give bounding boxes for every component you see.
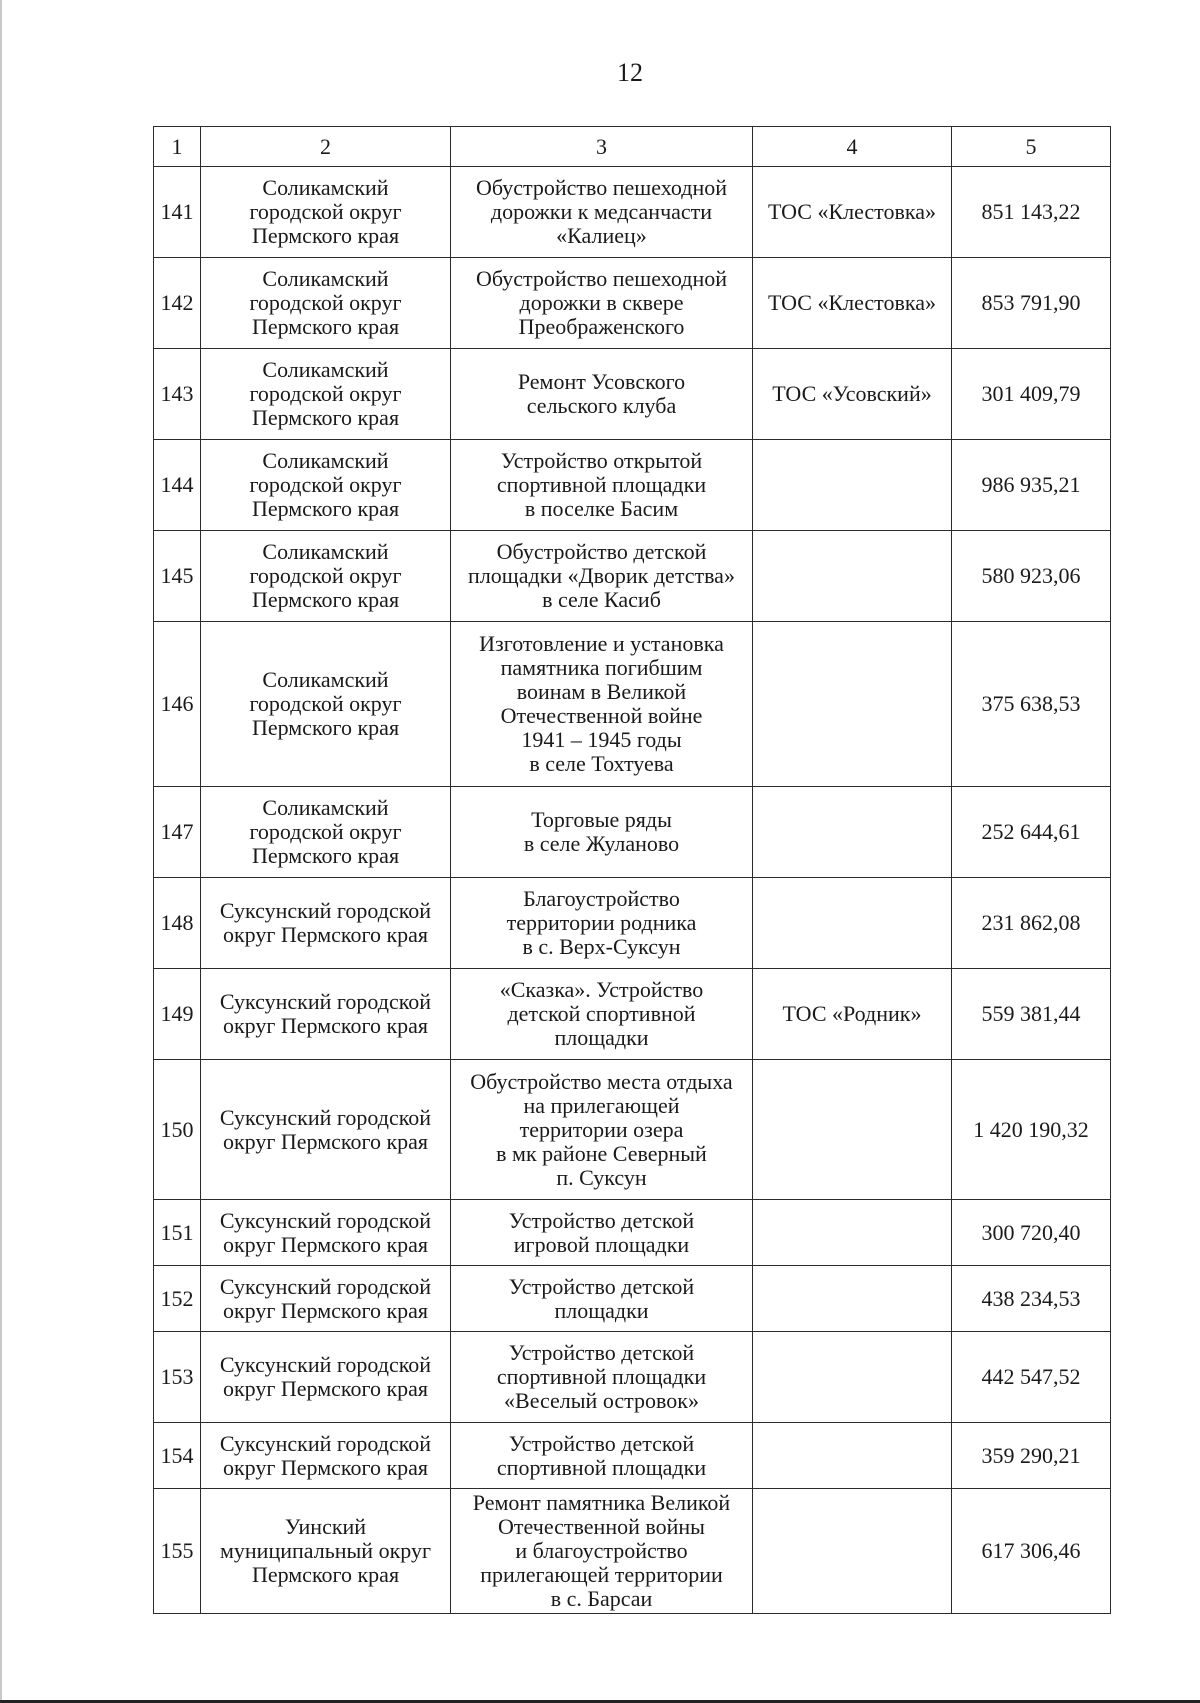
- row-number-text: 145: [160, 563, 194, 588]
- table-row: [154, 258, 1111, 349]
- municipality-cell: [201, 1200, 451, 1266]
- municipality-cell-text: Соликамский городской округ Пермского края: [249, 667, 402, 740]
- amount-cell-text: 617 306,46: [981, 1538, 1081, 1563]
- scan-edge-left: [0, 0, 2, 1703]
- amount-cell-text: 442 547,52: [981, 1364, 1081, 1389]
- amount-cell: [952, 1200, 1111, 1266]
- amount-cell-text: 986 935,21: [981, 472, 1081, 497]
- tos-cell: [753, 258, 952, 349]
- project-cell-text: «Сказка». Устройство детской спортивной площадки: [499, 977, 704, 1050]
- project-cell: [451, 878, 753, 969]
- amount-cell-text: 359 290,21: [981, 1442, 1081, 1468]
- row-number-text: 147: [160, 819, 194, 844]
- row-number: [154, 1200, 201, 1266]
- municipality-cell-text: Суксунский городской округ Пермского края: [219, 1273, 432, 1323]
- tos-cell: [753, 1200, 952, 1266]
- row-number: [154, 440, 201, 531]
- amount-cell: [952, 1423, 1111, 1489]
- table-row: [154, 1489, 1111, 1614]
- project-cell: [451, 787, 753, 878]
- municipality-cell: [201, 1266, 451, 1332]
- tos-cell: [753, 622, 952, 787]
- header-col-tos: 4: [753, 127, 952, 167]
- tos-cell: [753, 531, 952, 622]
- row-number: [154, 1332, 201, 1423]
- row-number-text: 155: [160, 1538, 194, 1563]
- amount-cell: [952, 878, 1111, 969]
- project-cell: [451, 1200, 753, 1266]
- amount-cell-text: 853 791,90: [981, 290, 1081, 315]
- tos-cell: [753, 1060, 952, 1200]
- municipality-cell-text: Суксунский городской округ Пермского края: [219, 1430, 432, 1480]
- amount-cell: [952, 258, 1111, 349]
- tos-cell: [753, 349, 952, 440]
- amount-cell: [952, 969, 1111, 1060]
- tos-cell: [753, 878, 952, 969]
- row-number-text: 146: [160, 691, 194, 716]
- row-number: [154, 622, 201, 787]
- row-number: [154, 1423, 201, 1489]
- project-cell-text: Обустройство места отдыха на прилегающей территории озера в мк районе Северный п. Суксун: [470, 1068, 733, 1190]
- table-row: [154, 1060, 1111, 1200]
- municipality-cell: [201, 167, 451, 258]
- municipality-cell: [201, 258, 451, 349]
- project-cell: [451, 167, 753, 258]
- amount-cell-text: 252 644,61: [981, 819, 1081, 844]
- municipality-cell: [201, 1423, 451, 1489]
- projects-table: [153, 126, 1111, 1614]
- amount-cell: [952, 167, 1111, 258]
- amount-cell: [952, 1489, 1111, 1614]
- municipality-cell: [201, 1060, 451, 1200]
- project-cell: [451, 258, 753, 349]
- table-row: [154, 167, 1111, 258]
- municipality-cell: [201, 878, 451, 969]
- municipality-cell-text: Суксунский городской округ Пермского края: [219, 1207, 432, 1257]
- table-row: [154, 1332, 1111, 1423]
- municipality-cell-text: Соликамский городской округ Пермского края: [249, 448, 402, 521]
- project-cell: [451, 1489, 753, 1614]
- municipality-cell: [201, 531, 451, 622]
- municipality-cell: [201, 622, 451, 787]
- amount-cell: [952, 1060, 1111, 1200]
- municipality-cell-text: Соликамский городской округ Пермского края: [249, 539, 402, 612]
- amount-cell: [952, 1332, 1111, 1423]
- amount-cell: [952, 622, 1111, 787]
- municipality-cell-text: Соликамский городской округ Пермского края: [249, 266, 402, 339]
- row-number: [154, 878, 201, 969]
- amount-cell-text: 375 638,53: [981, 691, 1081, 716]
- header-col-municipality: 2: [201, 127, 451, 167]
- project-cell: [451, 440, 753, 531]
- row-number-text: 144: [160, 472, 194, 497]
- project-cell-text: Обустройство пешеходной дорожки в сквере Преображенского: [475, 266, 727, 339]
- project-cell: [451, 1423, 753, 1489]
- municipality-cell: [201, 440, 451, 531]
- project-cell: [451, 969, 753, 1060]
- project-cell-text: Обустройство пешеходной дорожки к медсанчасти «Калиец»: [475, 175, 727, 248]
- row-number-text: 152: [160, 1285, 194, 1311]
- municipality-cell-text: Суксунский городской округ Пермского края: [219, 1104, 432, 1154]
- municipality-cell: [201, 969, 451, 1060]
- municipality-cell-text: Соликамский городской округ Пермского края: [249, 357, 402, 430]
- tos-cell: [753, 167, 952, 258]
- header-col-project: 3: [451, 127, 753, 167]
- project-cell-text: Устройство открытой спортивной площадки в поселке Басим: [496, 448, 707, 521]
- municipality-cell-text: Суксунский городской округ Пермского края: [219, 898, 432, 947]
- table-row: [154, 1266, 1111, 1332]
- row-number: [154, 531, 201, 622]
- table-row: [154, 531, 1111, 622]
- table-row: [154, 349, 1111, 440]
- row-number-text: 150: [160, 1116, 194, 1142]
- row-number-text: 149: [160, 1001, 194, 1026]
- row-number: [154, 969, 201, 1060]
- tos-cell: [753, 1332, 952, 1423]
- tos-cell: [753, 440, 952, 531]
- table-row: [154, 878, 1111, 969]
- project-cell-text: Ремонт Усовского сельского клуба: [517, 369, 686, 418]
- tos-cell-text: ТОС «Клестовка»: [767, 290, 937, 315]
- table-row: [154, 1200, 1111, 1266]
- project-cell: [451, 622, 753, 787]
- amount-cell: [952, 349, 1111, 440]
- municipality-cell-text: Суксунский городской округ Пермского края: [219, 989, 432, 1038]
- amount-cell-text: 300 720,40: [981, 1219, 1081, 1245]
- tos-cell-text: ТОС «Родник»: [782, 1001, 922, 1026]
- project-cell-text: Торговые ряды в селе Жуланово: [523, 807, 680, 856]
- amount-cell-text: 851 143,22: [981, 199, 1081, 224]
- table-row: [154, 440, 1111, 531]
- project-cell-text: Устройство детской игровой площадки: [508, 1207, 695, 1257]
- table-row: [154, 622, 1111, 787]
- municipality-cell-text: Соликамский городской округ Пермского края: [249, 795, 402, 868]
- tos-cell: [753, 787, 952, 878]
- row-number-text: 154: [160, 1442, 194, 1468]
- municipality-cell: [201, 1332, 451, 1423]
- tos-cell-text: ТОС «Усовский»: [772, 381, 932, 406]
- amount-cell-text: 1 420 190,32: [973, 1116, 1089, 1142]
- table-row: [154, 1423, 1111, 1489]
- project-cell: [451, 1060, 753, 1200]
- tos-cell: [753, 969, 952, 1060]
- project-cell: [451, 349, 753, 440]
- row-number: [154, 1060, 201, 1200]
- row-number: [154, 1266, 201, 1332]
- row-number: [154, 787, 201, 878]
- row-number: [154, 258, 201, 349]
- amount-cell: [952, 440, 1111, 531]
- project-cell: [451, 531, 753, 622]
- tos-cell-text: ТОС «Клестовка»: [767, 199, 937, 224]
- row-number-text: 142: [160, 290, 194, 315]
- tos-cell: [753, 1489, 952, 1614]
- row-number: [154, 1489, 201, 1614]
- page-number: 12: [617, 58, 643, 87]
- amount-cell-text: 231 862,08: [981, 910, 1081, 935]
- row-number: [154, 167, 201, 258]
- project-cell-text: Устройство детской площадки: [508, 1273, 695, 1323]
- tos-cell: [753, 1266, 952, 1332]
- project-cell-text: Ремонт памятника Великой Отечественной войны и благоустройство прилегающей территории в с. Барсаи: [472, 1490, 731, 1611]
- amount-cell-text: 580 923,06: [981, 563, 1081, 588]
- municipality-cell: [201, 787, 451, 878]
- header-col-number: 1: [154, 127, 201, 167]
- row-number-text: 148: [160, 910, 194, 935]
- municipality-cell: [201, 349, 451, 440]
- project-cell: [451, 1266, 753, 1332]
- amount-cell-text: 559 381,44: [981, 1001, 1081, 1026]
- header-col-amount: 5: [952, 127, 1111, 167]
- table-row: [154, 969, 1111, 1060]
- amount-cell-text: 301 409,79: [981, 381, 1081, 406]
- amount-cell: [952, 1266, 1111, 1332]
- row-number-text: 151: [160, 1219, 194, 1245]
- row-number-text: 153: [160, 1364, 194, 1389]
- table-row: [154, 787, 1111, 878]
- project-cell-text: Устройство детской спортивной площадки «Веселый островок»: [496, 1340, 707, 1413]
- project-cell-text: Изготовление и установка памятника погибшим воинам в Великой Отечественной войне 1941 – 1945 годы в селе Тохтуева: [479, 631, 724, 776]
- row-number-text: 141: [160, 199, 194, 224]
- table-header-row: [154, 127, 1111, 167]
- amount-cell-text: 438 234,53: [981, 1285, 1081, 1311]
- row-number-text: 143: [160, 381, 194, 406]
- amount-cell: [952, 787, 1111, 878]
- row-number: [154, 349, 201, 440]
- municipality-cell: [201, 1489, 451, 1614]
- tos-cell: [753, 1423, 952, 1489]
- municipality-cell-text: Суксунский городской округ Пермского края: [219, 1352, 432, 1401]
- municipality-cell-text: Соликамский городской округ Пермского края: [249, 175, 402, 248]
- projects-table-body: [154, 127, 1111, 1614]
- project-cell-text: Устройство детской спортивной площадки: [496, 1430, 707, 1480]
- project-cell: [451, 1332, 753, 1423]
- project-cell-text: Обустройство детской площадки «Дворик детства» в селе Касиб: [468, 539, 735, 612]
- amount-cell: [952, 531, 1111, 622]
- project-cell-text: Благоустройство территории родника в с. Верх-Суксун: [506, 886, 697, 959]
- municipality-cell-text: Уинский муниципальный округ Пермского края: [219, 1514, 431, 1587]
